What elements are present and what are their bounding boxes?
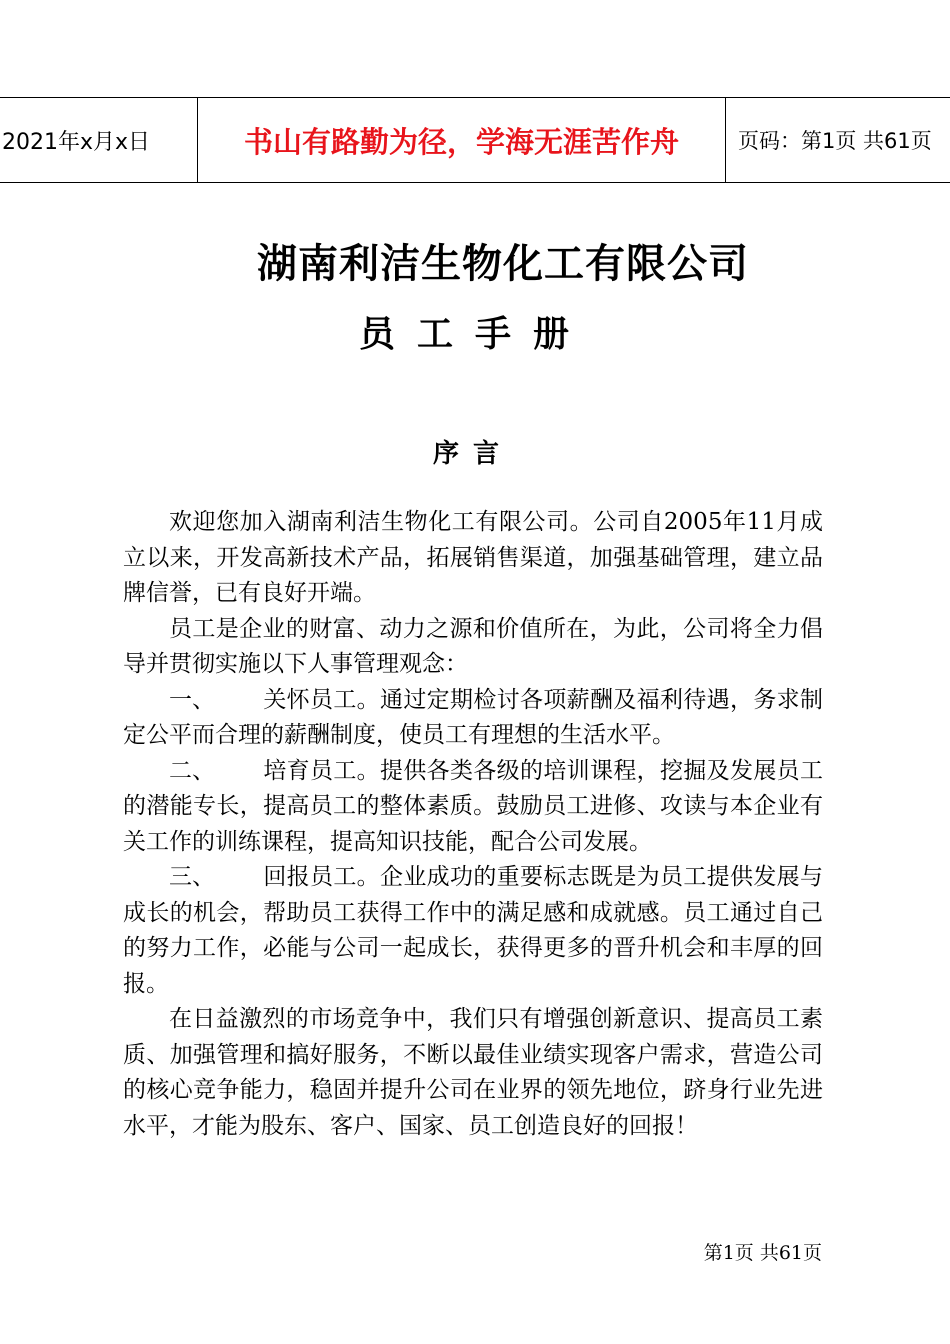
header-table bbox=[0, 97, 950, 183]
header-motto: 书山有路勤为径，学海无涯苦作舟 bbox=[198, 98, 726, 182]
list-text: 回报员工。企业成功的重要标志既是为员工提供发展与成长的机会，帮助员工获得工作中的满足感和成就感。员工通过自己的努力工作，必能与公司一起成长，获得更多的晋升机会和丰厚的回报。 bbox=[123, 864, 823, 997]
preface-closing-paragraph: 在日益激烈的市场竞争中，我们只有增强创新意识、提高员工素质、加强管理和搞好服务，不断以最佳业绩实现客户需求，营造公司的核心竞争能力，稳固并提升公司在业界的领先地位，跻身行业先进水平，才能为股东、客户、国家、员工创造良好的回报！ bbox=[123, 1006, 823, 1139]
list-text: 关怀员工。通过定期检讨各项薪酬及福利待遇，务求制定公平而合理的薪酬制度，使员工有理想的生活水平。 bbox=[123, 686, 823, 748]
list-text: 培育员工。提供各类各级的培训课程，挖掘及发展员工的潜能专长，提高员工的整体素质。鼓励员工进修、攻读与本企业有关工作的训练课程，提高知识技能，配合公司发展。 bbox=[123, 757, 823, 855]
list-number: 二、 bbox=[169, 757, 215, 784]
list-item-2 bbox=[123, 754, 823, 861]
list-item-1 bbox=[123, 683, 823, 754]
header-date: 2021年x月x日 bbox=[0, 98, 198, 182]
list-item-3 bbox=[123, 860, 823, 1002]
header-page-info: 页码：第1页 共61页 bbox=[738, 129, 932, 153]
handbook-title: 员工手册 bbox=[358, 314, 591, 355]
list-number: 三、 bbox=[169, 864, 215, 890]
preface-paragraph-1: 欢迎您加入湖南利洁生物化工有限公司。公司自2005年11月成立以来，开发高新技术产品，拓展销售渠道，加强基础管理，建立品牌信誉，已有良好开端。 bbox=[123, 509, 823, 606]
preface-paragraph-2: 员工是企业的财富、动力之源和价值所在，为此，公司将全力倡导并贯彻实施以下人事管理观念： bbox=[123, 615, 823, 677]
list-number: 一、 bbox=[169, 686, 215, 713]
preface-body bbox=[123, 505, 823, 1144]
company-name: 湖南利洁生物化工有限公司 bbox=[257, 241, 749, 287]
preface-heading: 序言 bbox=[432, 439, 513, 469]
footer-page-info: 第1页 共61页 bbox=[703, 1242, 822, 1264]
